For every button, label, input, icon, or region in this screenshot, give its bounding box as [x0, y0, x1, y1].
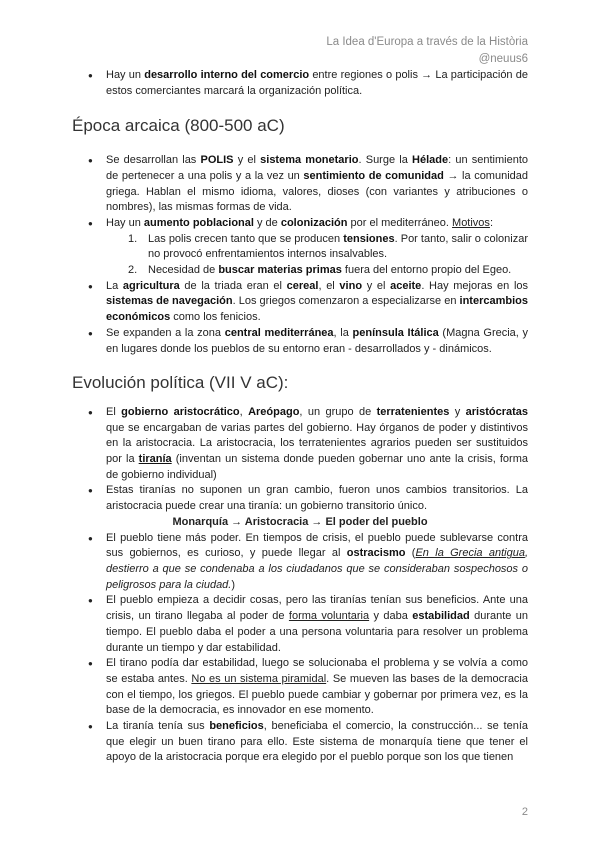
bullet-tirano-estabilidad: ● El tirano podía dar estabilidad, luego se solucionaba el problema y se volvía a como se estaba antes. No es un sistema piramidal. Se mueven las bases de la democracia con el tiempo, los griegos. El pueblo puede cambiar y gobernar por primera vez, es la base de la democracia, es innovador en ese momento.: [72, 656, 528, 719]
bullet-comercio: ● Hay un desarrollo interno del comercio entre regiones o polis → La participación de estos comerciantes marcará la organización política.: [72, 68, 528, 99]
bullet-pueblo-poder: ● El pueblo tiene más poder. En tiempos de crisis, el pueblo puede sublevarse contra sus gobiernos, es curioso, y puede llegar al ostracismo (En la Grecia antigua, destierro a que se condenaba a los ciudadanos que se consideraban sospechosos o peligrosos para la ciudad.): [72, 531, 528, 594]
bullet-gobierno-aristocratico: ● El gobierno aristocrático, Areópago, un grupo de terratenientes y aristócratas que se encargaban de varias partes del gobierno. Hay órganos de poder y distintivos en la aristocracia. La aristocracia, los terratenientes agrarios pueden ser sustituidos por la tiranía (inventan un sistema donde pueden gobernar uno ante la crisis, forma de gobierno individual): [72, 405, 528, 484]
numbered-item-tensiones: 1. Las polis crecen tanto que se producen tensiones. Por tanto, salir o colonizar no provocó enfrentamientos internos insalvables.: [128, 232, 528, 261]
bullet-tiranias: ● Estas tiranías no suponen un gran cambio, fueron unos cambios transitorios. La aristocracia puede crear una tiranía: un gobierno transitorio único.: [72, 483, 528, 514]
bullet-tirania-beneficios: ● La tiranía tenía sus beneficios, beneficiaba el comercio, la construcción... se tenía que elegir un buen tirano para ello. Este sistema de monarquía tiene que tener el apoyo de la aristocracia porque era elegido por el pueblo porque son los que tienen: [72, 719, 528, 766]
page-header: [326, 34, 528, 68]
bullet-agricultura: ● La agricultura de la triada eran el cereal, el vino y el aceite. Hay mejoras en los sistemas de navegación. Los griegos comenzaron a especializarse en intercambios económicos como los fenicios.: [72, 279, 528, 326]
page-number: 2: [521, 806, 528, 818]
bullet-pueblo-decide: ● El pueblo empieza a decidir cosas, pero las tiranías tenían sus beneficios. Ante una crisis, un tirano llegaba al poder de forma voluntaria y daba estabilidad durante un tiempo. El pueblo daba el poder a una persona voluntaria para resolver un problema durante un tiempo y dar estabilidad.: [72, 593, 528, 656]
bullet-polis: ● Se desarrollan las POLIS y el sistema monetario. Surge la Hélade: un sentimiento de pertenecer a una polis y a la vez un sentimiento de comunidad → la comunidad griega. Hablan el mismo idioma, valores, dioses (con variantes y atribuciones o nombres), las mismas formas de vida.: [72, 153, 528, 216]
section-heading-evolucion: Evolución política (VII V aC):: [72, 373, 289, 393]
bullet-expansion: ● Se expanden a la zona central mediterránea, la península Itálica (Magna Grecia, y en lugares donde los pueblos de su entorno eran - desarrollados y - dinámicos.: [72, 326, 528, 357]
bullet-poblacion: ● Hay un aumento poblacional y de colonización por el mediterráneo. Motivos:: [72, 216, 528, 232]
section-heading-arcaica: Época arcaica (800-500 aC): [72, 116, 285, 136]
header-title: La Idea d'Europa a través de la Història: [326, 36, 528, 48]
centered-sequence: Monarquía → Aristocracia → El poder del pueblo: [172, 515, 428, 528]
header-author: @neuus6: [478, 53, 528, 65]
document-body: [72, 68, 528, 766]
numbered-item-materias: 2. Necesidad de buscar materias primas fuera del entorno propio del Egeo.: [128, 264, 512, 277]
